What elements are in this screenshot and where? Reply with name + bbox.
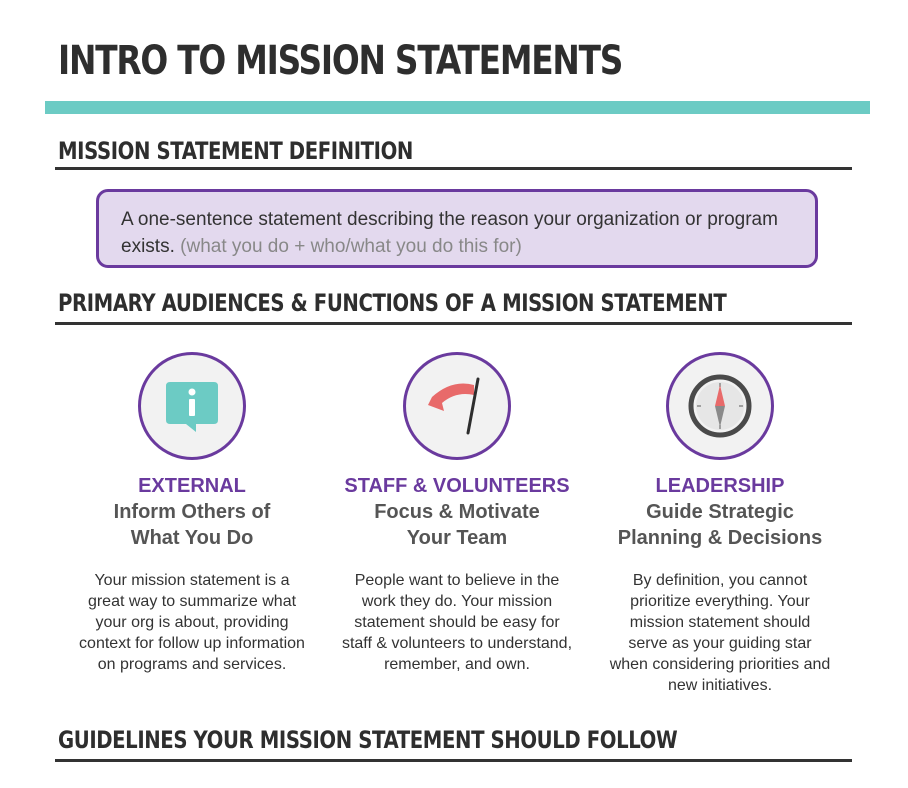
guidelines-heading: GUIDELINES YOUR MISSION STATEMENT SHOULD FOLLOW xyxy=(58,726,678,754)
guidelines-divider xyxy=(55,759,852,762)
audiences-heading: PRIMARY AUDIENCES & FUNCTIONS OF A MISSION STATEMENT xyxy=(58,289,727,317)
external-body: Your mission statement is a great way to summarize what your org is about, providing context for follow up information on programs and services. xyxy=(79,572,305,673)
leadership-body: By definition, you cannot prioritize everything. Your mission statement should serve as your guiding star when considering priorities and new initiatives. xyxy=(609,572,831,694)
staff-subtitle-line2: Your Team xyxy=(406,527,508,549)
page-title: INTRO TO MISSION STATEMENTS xyxy=(58,38,623,84)
definition-divider xyxy=(55,167,852,170)
definition-heading: MISSION STATEMENT DEFINITION xyxy=(58,137,413,165)
compass-icon xyxy=(687,373,753,439)
external-label: EXTERNAL xyxy=(138,475,246,497)
definition-text: A one-sentence statement describing the reason your organization or program exists. xyxy=(121,209,778,257)
leadership-subtitle-line2: Planning & Decisions xyxy=(617,527,823,549)
audience-staff-volunteers xyxy=(327,352,587,675)
audience-leadership xyxy=(590,352,850,696)
staff-body: People want to believe in the work they do. Your mission statement should be easy for staff & volunteers to understand, remember, and own. xyxy=(341,572,573,673)
external-subtitle-line1: Inform Others of xyxy=(113,501,271,523)
external-subtitle-line2: What You Do xyxy=(130,527,254,549)
audiences-divider xyxy=(55,322,852,325)
info-bubble-icon xyxy=(162,376,222,436)
leadership-icon-circle xyxy=(666,352,774,460)
title-accent-bar xyxy=(45,101,870,114)
staff-icon-circle xyxy=(403,352,511,460)
staff-subtitle-line1: Focus & Motivate xyxy=(374,501,540,523)
definition-note: (what you do + who/what you do this for) xyxy=(180,236,522,257)
external-icon-circle xyxy=(138,352,246,460)
audience-external xyxy=(62,352,322,675)
leadership-subtitle-line1: Guide Strategic xyxy=(646,501,794,523)
definition-box xyxy=(96,189,818,268)
staff-label: STAFF & VOLUNTEERS xyxy=(344,475,570,497)
leadership-label: LEADERSHIP xyxy=(655,475,785,497)
flag-icon xyxy=(422,371,492,441)
